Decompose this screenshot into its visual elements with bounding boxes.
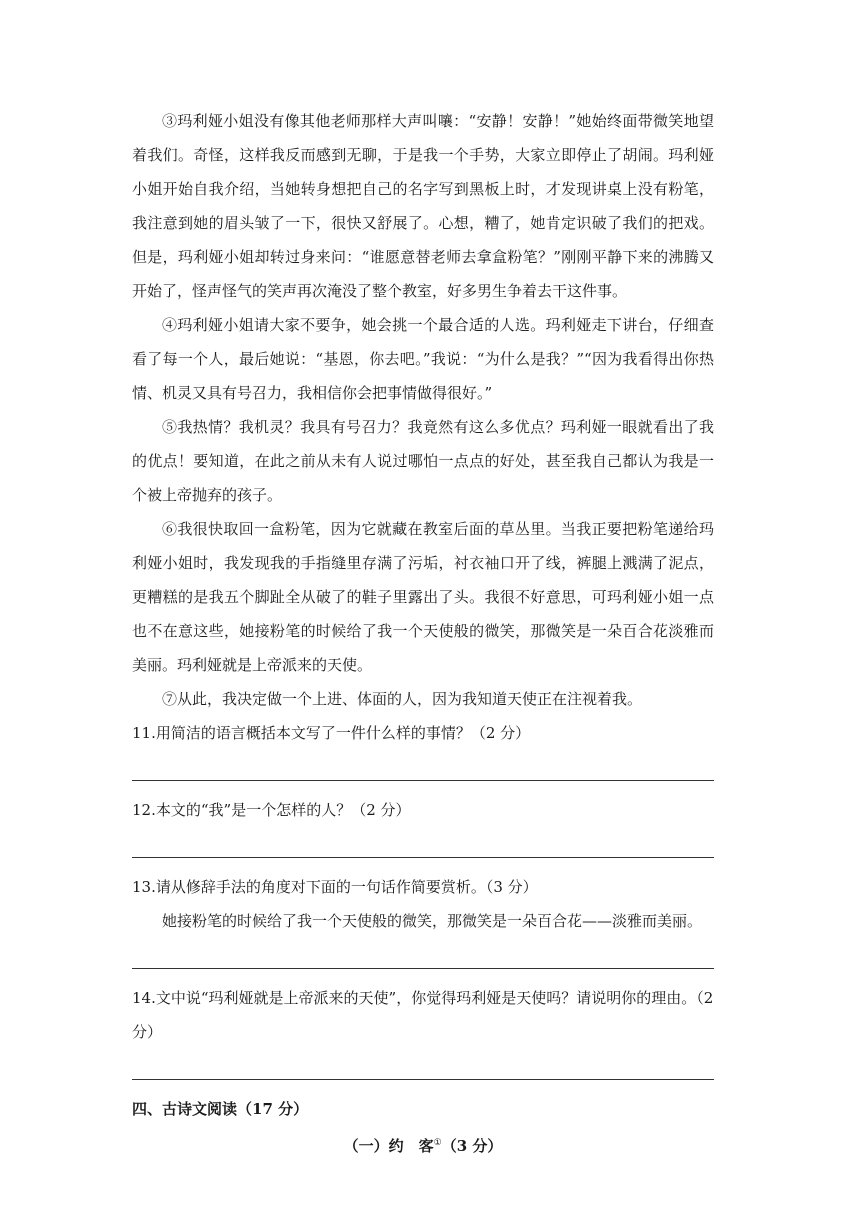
question-13: 13.请从修辞手法的角度对下面的一句话作简要赏析。（3 分） — [132, 878, 538, 896]
question-11: 11.用简洁的语言概括本文写了一件什么样的事情？（2 分） — [132, 724, 531, 742]
document-page — [132, 104, 714, 1163]
paragraph-3: ③玛利娅小姐没有像其他老师那样大声叫嚷：“安静！安静！”她始终面带微笑地望着我们。奇怪，这样我反而感到无聊，于是我一个手势，大家立即停止了胡闹。玛利娅小姐开始自我介绍，当她转身想把自己的名字写到黑板上时，才发现讲桌上没有粉笔，我注意到她的眉头皱了一下，很快又舒展了。心想，糟了，她肯定识破了我们的把戏。但是，玛利娅小姐却转过身来问：“谁愿意替老师去拿盒粉笔？”刚刚平静下来的沸腾又开始了，怪声怪气的笑声再次淹没了整个教室，好多男生争着去干这件事。 — [132, 112, 714, 300]
section-heading: 四、古诗文阅读（17 分） — [132, 1100, 309, 1118]
poem-title: （一）约 客 — [343, 1137, 434, 1155]
question-13-quote: 她接粉笔的时候给了我一个天使般的微笑，那微笑是一朵百合花——淡雅而美丽。 — [162, 912, 703, 930]
poem-score: （3 分） — [441, 1137, 503, 1155]
paragraph-5: ⑤我热情？我机灵？我具有号召力？我竟然有这么多优点？玛利娅一眼就看出了我的优点！要知道，在此之前从未有人说过哪怕一点点的好处，甚至我自己都认为我是一个被上帝抛弃的孩子。 — [132, 418, 714, 504]
footnote-marker: ① — [433, 1138, 442, 1148]
paragraph-6: ⑥我很快取回一盒粉笔，因为它就藏在教室后面的草丛里。当我正要把粉笔递给玛利娅小姐时，我发现我的手指缝里存满了污垢，衬衣袖口开了线，裤腿上溅满了泥点，更糟糕的是我五个脚趾全从破了的鞋子里露出了头。我很不好意思，可玛利娅小姐一点也不在意这些，她接粉笔的时候给了我一个天使般的微笑，那微笑是一朵百合花淡雅而美丽。玛利娅就是上帝派来的天使。 — [132, 520, 714, 674]
paragraph-7: ⑦从此，我决定做一个上进、体面的人，因为我知道天使正在注视着我。 — [162, 690, 643, 708]
question-12: 12.本文的“我”是一个怎样的人？（2 分） — [132, 801, 411, 819]
question-14: 14.文中说“玛利娅就是上帝派来的天使”，你觉得玛利娅是天使吗？请说明你的理由。（2 分） — [132, 989, 714, 1041]
paragraph-4: ④玛利娅小姐请大家不要争，她会挑一个最合适的人选。玛利娅走下讲台，仔细查看了每一个人，最后她说：“基恩，你去吧。”我说：“为什么是我？”“因为我看得出你热情、机灵又具有号召力，我相信你会把事情做得很好。” — [132, 316, 714, 402]
poem-subtitle — [132, 1126, 714, 1163]
